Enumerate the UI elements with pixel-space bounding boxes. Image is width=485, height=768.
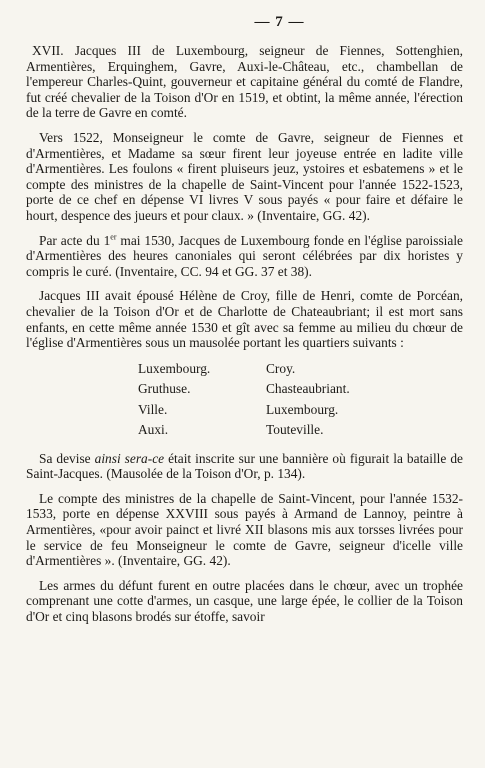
text-fragment: Par acte du 1 — [39, 232, 111, 248]
paragraph-devise — [26, 451, 463, 482]
paragraph-mariage-mausolee: Jacques III avait épousé Hélène de Croy, fille de Henri, comte de Porcéan, chevalier de la Toison d'Or et de Charlotte de Chateaubriant; il est mort sans enfants, en cette même année 1530 et gît avec sa femme au milieu du chœur de l'église d'Armentières sous un mausolée portant les quartiers suivants : — [26, 288, 463, 351]
text-fragment: Sa devise — [39, 450, 95, 466]
quarter-right: Croy. — [266, 360, 296, 376]
paragraph-jacques-iii-intro: XVII. Jacques III de Luxembourg, seigneur de Fiennes, Sottenghien, Armentières, Erquinghem, Gavre, Auxi-le-Château, etc., chambellan de l'empereur Charles-Quint, gouverneur et capitaine général du comté de Flandre, fut créé chevalier de la Toison d'Or en 1519, et obtint, la même année, l'érection de la terre de Gavre en comté. — [26, 43, 463, 121]
quarter-left: Luxembourg. — [138, 360, 211, 376]
paragraph-joyeuse-entree: Vers 1522, Monseigneur le comte de Gavre, seigneur de Fiennes et d'Armentières, et Madame sa sœur firent leur joyeuse entrée en ladite ville d'Armentières. Les foulons « firent pluiseurs jeuz, ystoires et esbatemens » et le compte des ministres de la chapelle de Saint-Vincent pour l'année 1522-1523, porte de ce chef en dépense VI livres V sous payés « pour faire et défaire le hourt, despence des jueurs et pour claux. » (Inventaire, GG. 42). — [26, 129, 463, 223]
text-fragment: mai 1530, Jacques de Luxembourg fonde en l'église paroissiale d'Armentières des heures canoniales qui seront célébrées par dix horistes y compris le curé. (Inventaire, CC. 94 et GG. 37 et 38). — [26, 232, 463, 279]
quarter-left: Ville. — [138, 401, 168, 417]
quarter-right: Chasteaubriant. — [266, 381, 350, 397]
paragraph-armes-defunt: Les armes du défunt furent en outre placées dans le chœur, avec un trophée comprenant une cotte d'armes, un casque, une large épée, le collier de la Toison d'Or et cinq blasons brodés sur étoffe, savoir — [26, 577, 463, 625]
quarter-left: Auxi. — [138, 422, 169, 438]
superscript-er: er — [110, 232, 117, 242]
italic-devise: ainsi sera-ce — [94, 450, 165, 466]
paragraph-acte-1530 — [26, 233, 463, 280]
quarter-right: Luxembourg. — [266, 401, 339, 417]
paragraph-compte-1532: Le compte des ministres de la chapelle de Saint-Vincent, pour l'année 1532-1533, porte en dépense XXVIII sous payés à Armand de Lannoy, peintre à Armentières, «pour avoir painct et livré XII blasons mis aux torsses livrées pour le service de feu Monseigneur le comte de Gavre, seigneur d'icelle ville d'Armentières ». (Inventaire, GG. 42). — [26, 490, 463, 569]
quarters-list — [138, 359, 463, 441]
quarter-left: Gruthuse. — [138, 381, 191, 397]
page-number: — 7 — — [254, 14, 305, 30]
text-fragment: était inscrite sur une bannière où figurait la bataille de Saint-Jacques. (Mausolée de la Toison d'Or, p. 134). — [26, 450, 463, 482]
quarter-right: Touteville. — [266, 422, 324, 438]
